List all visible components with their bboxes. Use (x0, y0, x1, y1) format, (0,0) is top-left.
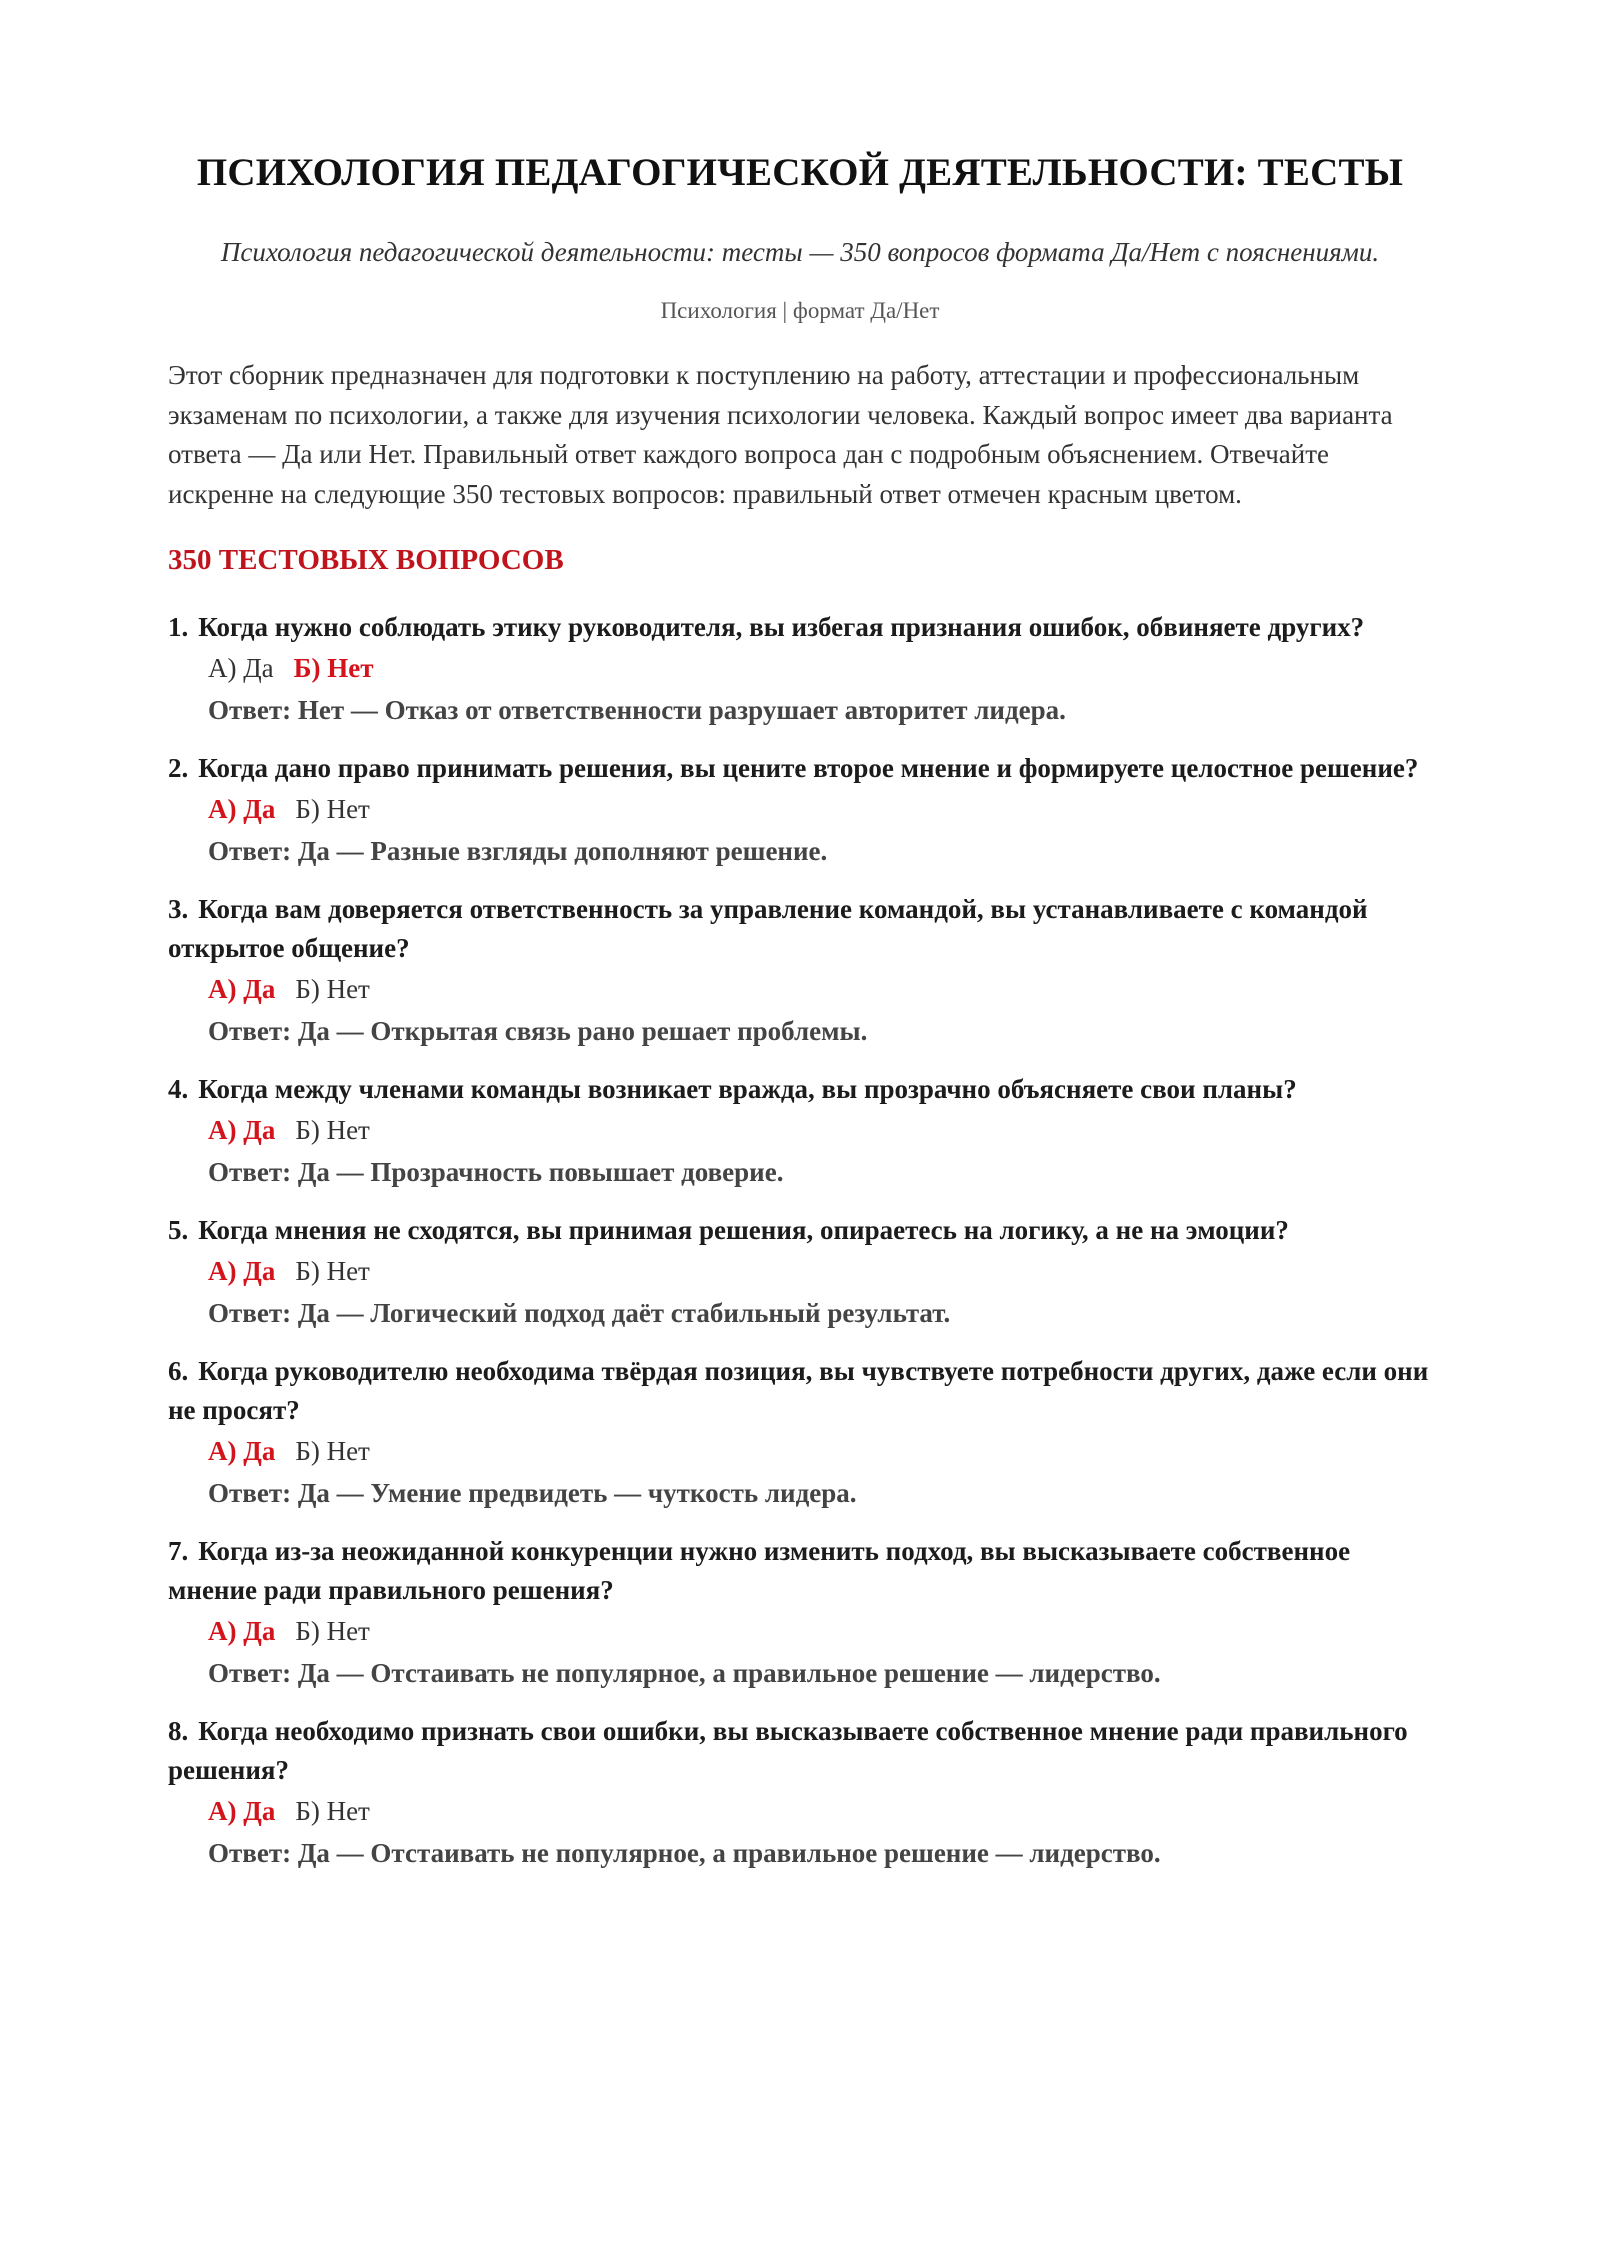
options-row (208, 1109, 1432, 1151)
option-a: А) Да (208, 653, 274, 683)
option-a-correct: А) Да (208, 1256, 276, 1286)
answer-explanation: Ответ: Да — Отстаивать не популярное, а правильное решение — лидерство. (208, 1838, 1161, 1868)
answer-explanation: Ответ: Да — Отстаивать не популярное, а правильное решение — лидерство. (208, 1658, 1161, 1688)
option-b: Б) Нет (295, 1616, 370, 1646)
question-body: Когда вам доверяется ответственность за управление командой, вы устанавливаете с командой открытое общение? (168, 894, 1368, 963)
options-row (208, 788, 1432, 830)
answer-explanation: Ответ: Да — Умение предвидеть — чуткость лидера. (208, 1478, 857, 1508)
question-number: 7. (168, 1536, 189, 1566)
question-item (168, 608, 1432, 731)
page-title: ПСИХОЛОГИЯ ПЕДАГОГИЧЕСКОЙ ДЕЯТЕЛЬНОСТИ: ТЕСТЫ (196, 151, 1404, 194)
option-a-correct: А) Да (208, 1115, 276, 1145)
options-row (208, 1610, 1432, 1652)
question-body: Когда дано право принимать решения, вы цените второе мнение и формируете целостное решение? (198, 753, 1419, 783)
option-b-correct: Б) Нет (293, 653, 374, 683)
question-list (168, 608, 1432, 1874)
option-b: Б) Нет (295, 794, 370, 824)
question-text (168, 1352, 1432, 1430)
question-body: Когда необходимо признать свои ошибки, вы высказываете собственное мнение ради правильного решения? (168, 1716, 1408, 1785)
question-body: Когда мнения не сходятся, вы принимая решения, опираетесь на логику, а не на эмоции? (198, 1215, 1289, 1245)
answer-explanation: Ответ: Да — Логический подход даёт стабильный результат. (208, 1298, 951, 1328)
question-text (168, 890, 1432, 968)
question-number: 1. (168, 612, 189, 642)
question-text (168, 1070, 1432, 1109)
answer-explanation: Ответ: Да — Открытая связь рано решает проблемы. (208, 1016, 868, 1046)
question-item (168, 890, 1432, 1052)
answer-explanation: Ответ: Нет — Отказ от ответственности разрушает авторитет лидера. (208, 695, 1066, 725)
question-text (168, 749, 1432, 788)
option-a-correct: А) Да (208, 794, 276, 824)
question-body: Когда нужно соблюдать этику руководителя, вы избегая признания ошибок, обвиняете других? (198, 612, 1365, 642)
question-text (168, 1211, 1432, 1250)
question-text (168, 608, 1432, 647)
option-a-correct: А) Да (208, 1796, 276, 1826)
question-item (168, 1712, 1432, 1874)
question-item (168, 1070, 1432, 1193)
section-heading: 350 ТЕСТОВЫХ ВОПРОСОВ (168, 544, 564, 576)
option-b: Б) Нет (295, 974, 370, 1004)
question-item (168, 749, 1432, 872)
question-number: 2. (168, 753, 189, 783)
option-b: Б) Нет (295, 1256, 370, 1286)
answer-explanation: Ответ: Да — Прозрачность повышает доверие. (208, 1157, 784, 1187)
question-item (168, 1352, 1432, 1514)
intro-paragraph: Этот сборник предназначен для подготовки к поступлению на работу, аттестации и профессиональным экзаменам по психологии, а также для изучения психологии человека. Каждый вопрос имеет два варианта ответа — Да или Нет. Правильный ответ каждого вопроса дан с подробным объяснением. Отвечайте искренне на следующие 350 тестовых вопросов: правильный ответ отмечен красным цветом. (168, 360, 1393, 509)
option-b: Б) Нет (295, 1436, 370, 1466)
question-number: 5. (168, 1215, 189, 1245)
question-body: Когда между членами команды возникает вражда, вы прозрачно объясняете свои планы? (198, 1074, 1297, 1104)
option-a-correct: А) Да (208, 1436, 276, 1466)
option-a-correct: А) Да (208, 1616, 276, 1646)
question-number: 6. (168, 1356, 189, 1386)
option-a-correct: А) Да (208, 974, 276, 1004)
option-b: Б) Нет (295, 1796, 370, 1826)
document-page (168, 150, 1432, 1892)
question-item (168, 1532, 1432, 1694)
options-row (208, 1250, 1432, 1292)
options-row (208, 968, 1432, 1010)
question-item (168, 1211, 1432, 1334)
options-row (208, 1790, 1432, 1832)
question-body: Когда руководителю необходима твёрдая позиция, вы чувствуете потребности других, даже если они не просят? (168, 1356, 1429, 1425)
options-row (208, 1430, 1432, 1472)
question-number: 4. (168, 1074, 189, 1104)
options-row (208, 647, 1432, 689)
question-text (168, 1532, 1432, 1610)
question-number: 8. (168, 1716, 189, 1746)
question-body: Когда из-за неожиданной конкуренции нужно изменить подход, вы высказываете собственное мнение ради правильного решения? (168, 1536, 1351, 1605)
answer-explanation: Ответ: Да — Разные взгляды дополняют решение. (208, 836, 828, 866)
page-subtitle: Психология педагогической деятельности: тесты — 350 вопросов формата Да/Нет с пояснениями. (220, 237, 1380, 267)
question-number: 3. (168, 894, 189, 924)
page-meta: Психология | формат Да/Нет (660, 298, 940, 323)
option-b: Б) Нет (295, 1115, 370, 1145)
question-text (168, 1712, 1432, 1790)
